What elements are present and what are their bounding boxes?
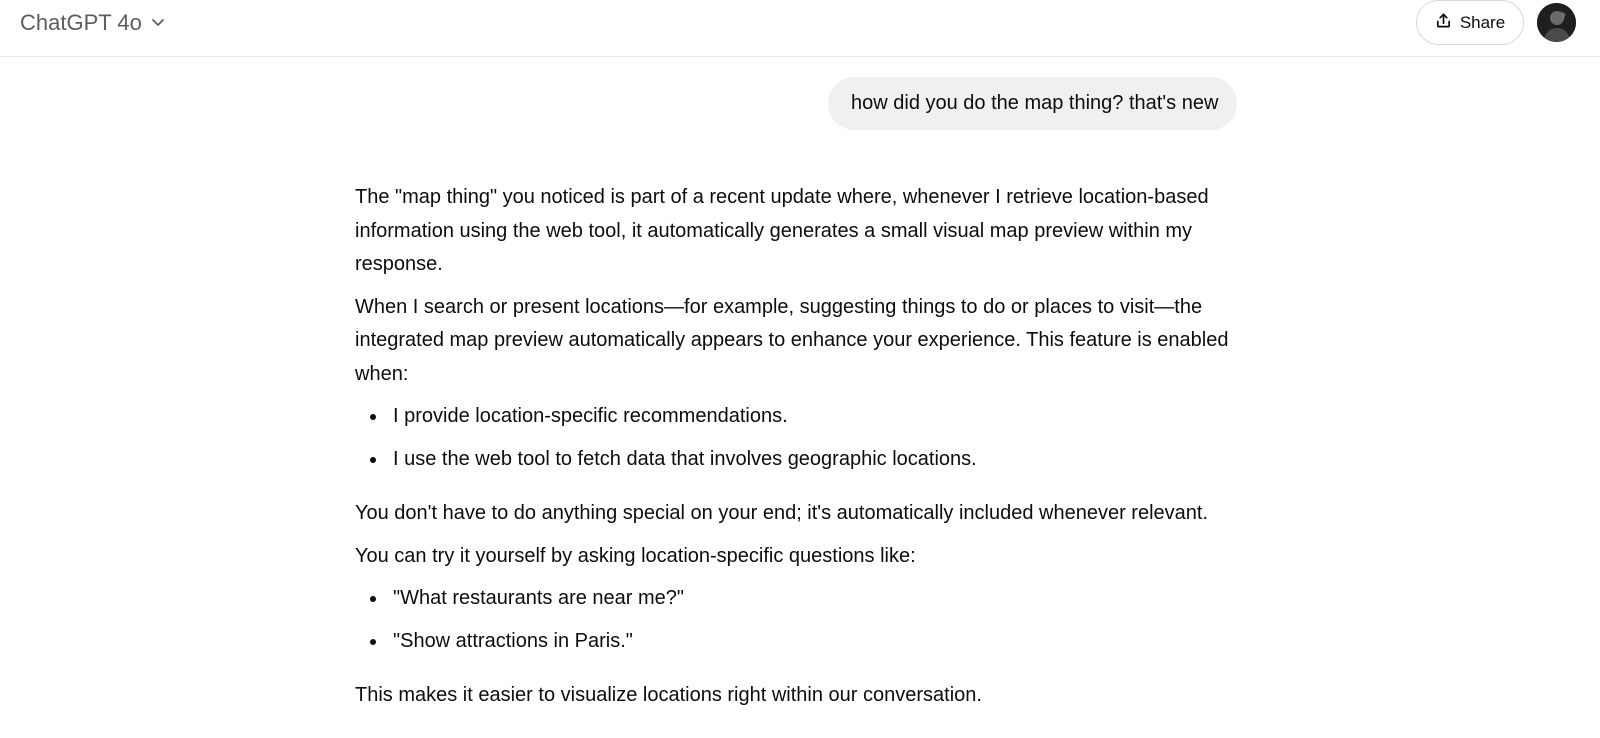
user-avatar[interactable] — [1537, 3, 1576, 42]
assistant-paragraph: You can try it yourself by asking location-specific questions like: — [355, 544, 916, 567]
model-selector[interactable] — [20, 8, 166, 38]
top-bar — [0, 0, 1600, 57]
chevron-down-icon — [150, 10, 166, 36]
share-button[interactable] — [1416, 0, 1524, 45]
assistant-message — [355, 181, 1235, 722]
assistant-paragraph: You don't have to do anything special on your end; it's automatically included whenever relevant. — [355, 502, 1208, 524]
model-name: ChatGPT 4o — [20, 10, 142, 35]
user-message-bubble — [828, 77, 1237, 130]
bullet-icon — [370, 457, 376, 463]
list-item — [355, 443, 1235, 477]
list-item — [355, 582, 1235, 616]
assistant-list — [355, 400, 1235, 476]
share-label: Share — [1459, 12, 1506, 32]
list-item-text: "Show attractions in Paris." — [393, 629, 633, 652]
assistant-list — [355, 582, 1235, 658]
assistant-paragraph: This makes it easier to visualize locations right within our conversation. — [355, 684, 982, 706]
list-item-text: I provide location-specific recommendations. — [393, 405, 788, 427]
bullet-icon — [370, 414, 376, 420]
assistant-paragraph: When I search or present locations—for example, suggesting things to do or places to visit—the integrated map preview automatically appears to enhance your experience. This feature is enabled when: — [355, 295, 1229, 385]
list-item-text: "What restaurants are near me?" — [393, 587, 684, 609]
bullet-icon — [370, 596, 376, 602]
bullet-icon — [370, 639, 376, 645]
list-item — [355, 400, 1235, 434]
share-icon — [1435, 12, 1452, 34]
assistant-paragraph: The "map thing" you noticed is part of a recent update where, whenever I retrieve location-based information using the web tool, it automatically generates a small visual map preview within my response. — [355, 186, 1209, 275]
user-message-text: how did you do the map thing? that's new — [851, 92, 1219, 114]
list-item — [355, 625, 1235, 659]
list-item-text: I use the web tool to fetch data that involves geographic locations. — [393, 447, 977, 470]
